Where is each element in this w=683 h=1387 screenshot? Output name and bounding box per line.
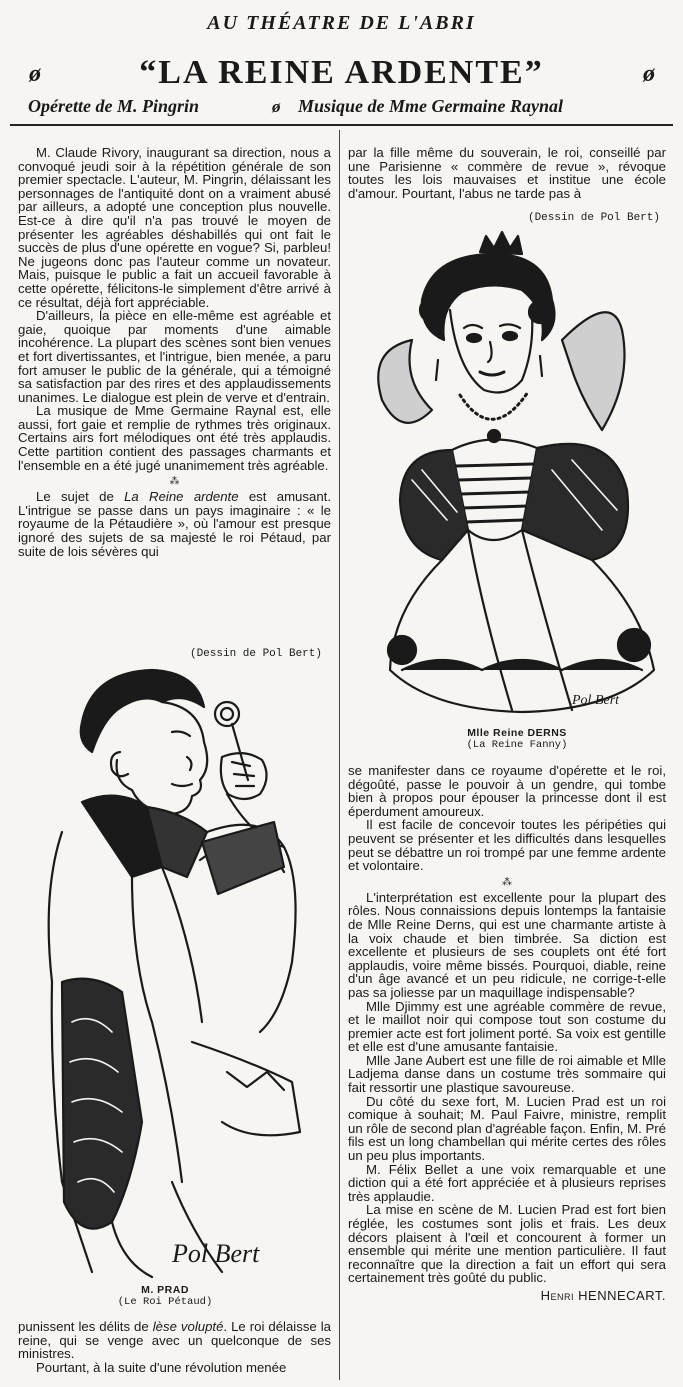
paragraph: L'interprétation est excellente pour la plupart des rôles. Nous connaissions depuis lontemps la fantaisie de Mlle Reine Derns, qui est une charmante artiste à la voix chaude et bien timbrée. Sa diction est excellente et plusieurs de ses couplets ont été fort applaudis, voire même bissés. Pourquoi, diable, reine d'un âge avancé et un peu ridicule, ne corrige-t-elle pas sa joliesse par un maquillage indispensable?: [348, 889, 666, 1000]
author-first-name: Henri: [540, 1287, 575, 1303]
title-ornament-left: ø: [29, 61, 41, 87]
column-2-top-text: [348, 146, 666, 200]
paragraph: Le sujet de La Reine ardente est amusant. L'intrigue se passe dans un pays imaginaire : « le royaume de la Pétaudière », où l'amour est presque ignoré des sujets de sa majesté le roi Pétaud, par suite de lois sévères qui: [18, 489, 331, 559]
author-signature: [348, 1289, 666, 1303]
caption-derns: [392, 727, 642, 751]
caption-role: (La Reine Fanny): [466, 739, 568, 751]
column-divider: [339, 130, 340, 1380]
title-ornament-right: ø: [643, 61, 655, 87]
paragraph: M. Félix Bellet a une voix remarquable et une diction qui a été fort appréciée et à plusieurs reprises très applaudie.: [348, 1161, 666, 1204]
subtitle-ornament: ø: [272, 97, 281, 116]
paragraph: M. Claude Rivory, inaugurant sa direction, nous a convoqué jeudi soir à la répétition générale de son premier spectacle. L'auteur, M. Pingrin, délaissant les personnages de l'antiquité dont on a vraiment abusé par ailleurs, a adopté une conception plus nouvelle. Est-ce à dire qu'il n'a pas trouvé le moyen de présenter les agréables déshabillés qui ont fait le succès de plus d'une opérette en vogue? Si, parbleu! Ne jugeons donc pas l'auteur comme un novateur. Mais, puisque le public a fait un accueil favorable à cette opérette, félicitons-le simplement d'être arrivé à ce résultat, déjà fort appréciable.: [18, 145, 331, 310]
term: lèse volupté: [152, 1319, 224, 1334]
subtitle-composer: Musique de Mme Germaine Raynal: [298, 96, 564, 116]
paragraph: Mlle Djimmy est une agréable commère de revue, et le maillot noir qui compose tout son costume du premier acte est fort joliment porté. Sa voix est gentille et elle est d'une amusante fantaisie.: [348, 998, 666, 1055]
author-last-name: HENNECART.: [578, 1287, 666, 1303]
paragraph: Pourtant, à la suite d'une révolution menée: [36, 1359, 287, 1375]
caption-name: Mlle Reine DERNS: [467, 727, 567, 739]
article-title: “LA REINE ARDENTE”: [139, 54, 544, 91]
caption-name: M. PRAD: [141, 1284, 189, 1296]
subtitle-author: Opérette de M. Pingrin: [28, 96, 199, 116]
caption-prad: [40, 1284, 290, 1308]
paragraph: Mlle Jane Aubert est une fille de roi aimable et Mlle Ladjema danse dans un costume très sommaire qui fait ressortir une plastique savoureuse.: [348, 1052, 666, 1096]
prad-illustration: [22, 662, 322, 1284]
paragraph: La musique de Mme Germaine Raynal est, elle aussi, fort gaie et remplie de rythmes très originaux. Certains airs fort mélodiques ont été très applaudis. Cette partition contient des passages charmants et l'ensemble en a été jugé unanimement très agréable.: [18, 403, 331, 473]
paragraph: Du côté du sexe fort, M. Lucien Prad est un roi comique à souhait; M. Paul Faivre, ministre, remplit un rôle de second plan d'agréable façon. Enfin, M. Pré fils est un long chambellan qui mérite certes des rôles un peu plus importants.: [348, 1093, 666, 1164]
paragraph: par la fille même du souverain, le roi, conseillé par une Parisienne « commère de revue », révoque toutes les lois mauvaises et institue une école d'amour. Pourtant, l'abus ne tarde pas à: [348, 145, 666, 201]
header-rule: [10, 124, 673, 126]
paragraph: punissent les délits de lèse volupté. Le roi délaisse la reine, qui se venge avec un quelconque de ses ministres.: [18, 1319, 331, 1362]
derns-illustration: [372, 230, 668, 720]
illustration-credit: (Dessin de Pol Bert): [527, 212, 660, 224]
article-kicker: AU THÉATRE DE L'ABRI: [207, 12, 476, 34]
paragraph: La mise en scène de M. Lucien Prad est fort bien réglée, les costumes sont jolis et frais. Les deux décors plaisent à l'œil et concourent à former un ensemble qui mérite une mention particulière. Il faut reconnaître que la direction a fait un effort qui sera certainement très goûté du public.: [348, 1202, 666, 1286]
caption-role: (Le Roi Pétaud): [117, 1296, 213, 1308]
section-stars: ⁂: [169, 476, 180, 488]
paragraph: Il est facile de concevoir toutes les péripéties qui peuvent se présenter et les difficultés dans lesquelles peut se débattre un roi trompé par une femme ardente et volontaire.: [348, 817, 666, 874]
column-2-bottom-text: [348, 764, 666, 1303]
illustrator-signature: Pol Bert: [572, 693, 620, 708]
column-1-top-text: [18, 146, 331, 558]
paragraph: D'ailleurs, la pièce en elle-même est agréable et gaie, quoique par moments d'une aimable incohérence. La plupart des scènes sont bien venues et fort divertissantes, et l'intrigue, bien menée, a paru fort amuser le public de la générale, qui a témoigné sa satisfaction par des rires et des applaudissements unanimes. Le dialogue est plein de verve et d'entrain.: [18, 308, 331, 405]
illustration-credit: (Dessin de Pol Bert): [189, 648, 322, 660]
section-stars: ⁂: [502, 876, 512, 888]
paragraph: se manifester dans ce royaume d'opérette et le roi, dégoûté, passe le pouvoir à un gendre, qui tombe bien à propos pour épouser la princesse dont il est éperdument amoureux.: [348, 763, 666, 819]
play-title: La Reine ardente: [124, 489, 239, 505]
column-1-bottom-text: [18, 1320, 331, 1374]
illustrator-signature: Pol Bert: [172, 1239, 260, 1268]
